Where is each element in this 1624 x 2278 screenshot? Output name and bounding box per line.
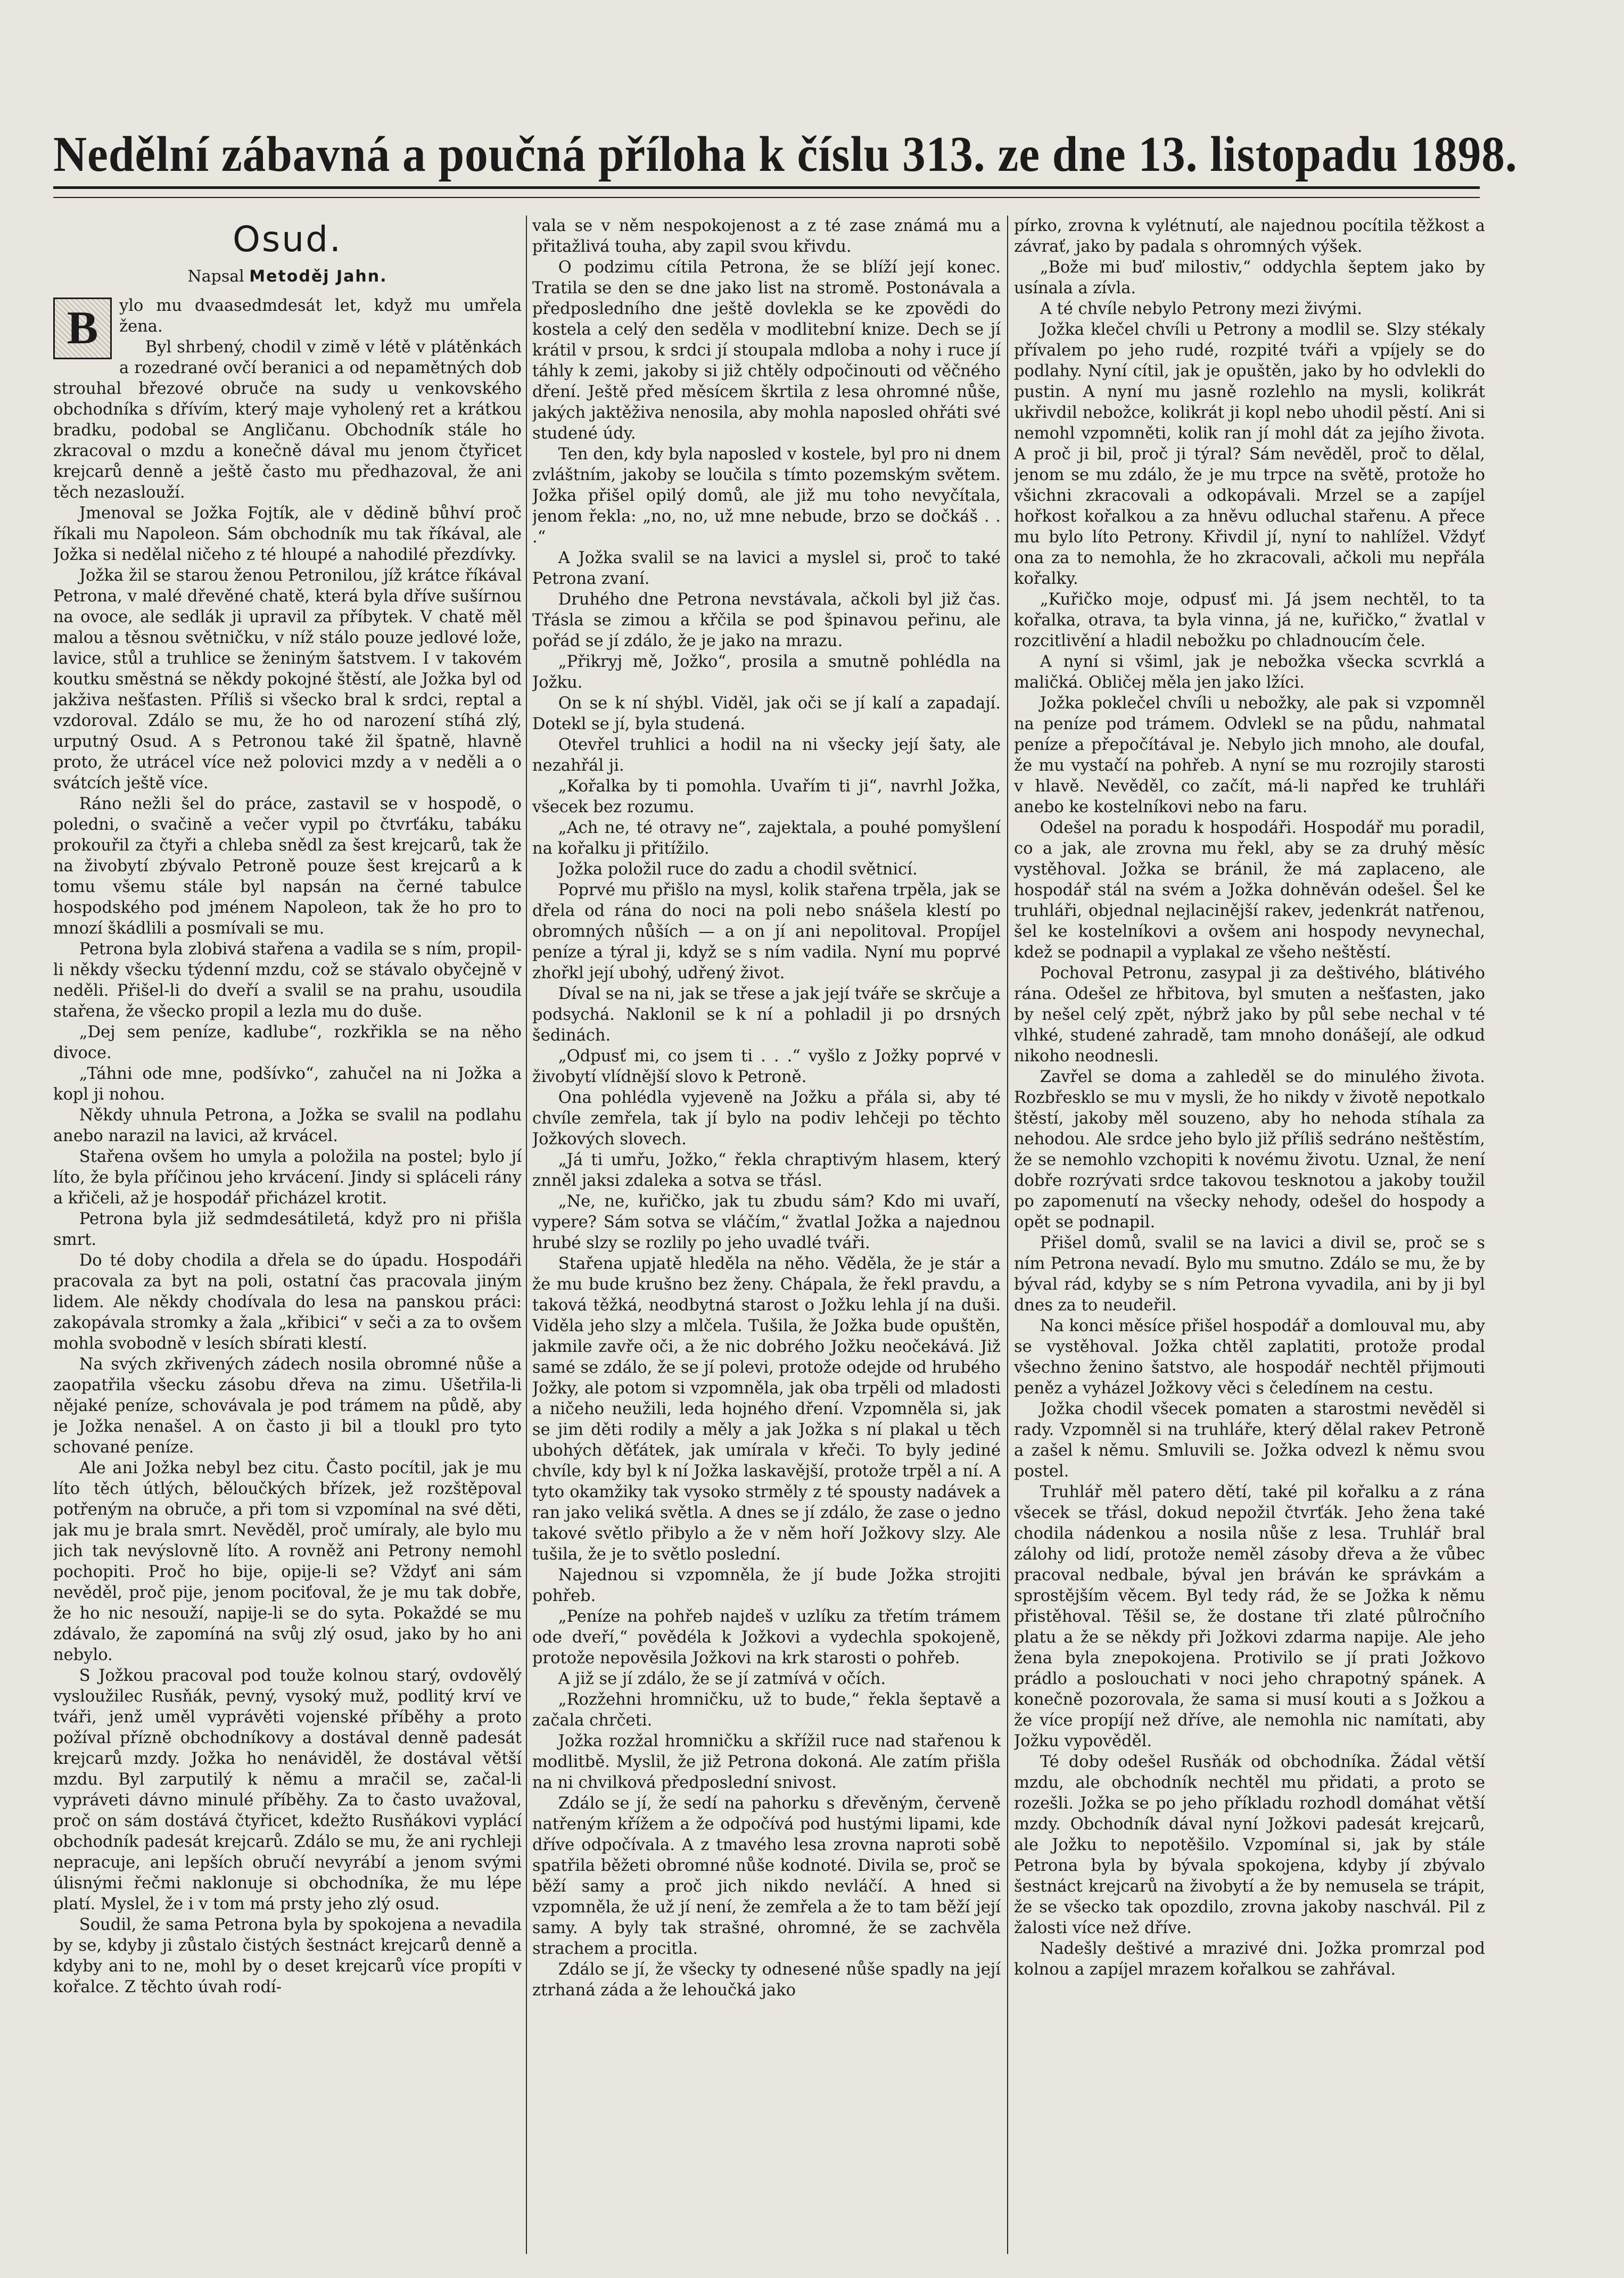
paragraph: Zdálo se jí, že všecky ty odnesené nůše spadly na její ztrhaná záda a že lehoučká jako — [532, 1960, 1001, 2000]
paragraph: Jmenoval se Jožka Fojtík, ale v dědině bůhví proč říkali mu Napoleon. Sám obchodník mu tak říkával, ale Jožka si nedělal ničeho z té hloupé a nahodilé přezdívky. — [53, 504, 522, 564]
paragraph: Stařena ovšem ho umyla a položila na postel; bylo jí líto, že byla příčinou jeho krvácení. Jindy si spláceli rány a křičeli, až je hospodář přicházel krotit. — [53, 1148, 522, 1208]
paragraph: „Přikryj mě, Jožko“, prosila a smutně pohlédla na Jožku. — [532, 653, 1001, 692]
paragraph: Ale ani Jožka nebyl bez citu. Často pocítil, jak je mu líto těch útlých, běloučkých břízek, jež rozštěpoval potřeným na obruče, a při tom si vzpomínal na své děti, jak mu je brala smrt. Nevěděl, proč umíraly, ale bylo mu jich tak nevýslovně líto. A rovněž ani Petrony nemohl pochopiti. Proč ho bije, opije-li se? Vždyť ani sám nevěděl, proč pije, jenom pociťoval, že je mu tak dobře, že ho nic nesouží, napije-li se do syta. Pokaždé se mu zdávalo, že zapomíná na svůj zlý osud, jako by ho ani nebylo. — [53, 1459, 522, 1664]
author-name: Metoděj Jahn. — [249, 267, 388, 286]
paragraph: Ona pohlédla vyjeveně na Jožku a přála si, aby té chvíle zemřela, tak jí bylo na podiv lehčeji po těchto Jožkových slovech. — [532, 1088, 1001, 1149]
paragraph: Zavřel se doma a zahleděl se do minulého života. Rozbřesklo se mu v mysli, že ho nikdy v životě nepotkalo štěstí, jakoby měl souzeno, aby ho nehoda stíhala za nehodou. Ale srdce jeho bylo již příliš sedráno neštěstím, že se nemohlo vzchopiti k novému životu. Uznal, že není dobře rozrývati srdce takovou tesknotou a jakoby toužil po zapomenutí na všecky nehody, odešel do hospody a opět se podnapil. — [1014, 1068, 1485, 1232]
paragraph: Petrona byla již sedmdesátiletá, když pro ni přišla smrt. — [53, 1210, 522, 1249]
story-title: Osud. — [232, 219, 343, 260]
paragraph: Poprvé mu přišlo na mysl, kolik stařena trpěla, jak se dřela od rána do noci na poli nebo snášela klestí po obromných nůších — a on jí ani nepolitoval. Propíjel peníze a týral ji, když se s ním vadila. Nyní mu poprvé zhořkl její ubohý, udřený život. — [532, 881, 1001, 983]
paragraph: Petrona byla zlobivá stařena a vadila se s ním, propil-li někdy všecku týdenní mzdu, což se stávalo obyčejně v neděli. Přišel-li do dveří a svalil se na prahu, usoudila stařena, že všecko propil a lezla mu do duše. — [53, 940, 522, 1021]
paragraph: Jožka žil se starou ženou Petronilou, jíž krátce říkával Petrona, v malé dřevěné chatě, která byla dříve sušírnou na ovoce, ale sedlák ji upravil za příbytek. V chatě měl malou a těsnou světničku, v níž stálo pouze jedlové lože, lavice, stůl a truhlice se ženiným šatstvem. I v takovém koutku směstná se někdy pokojné štěstí, ale Jožka byl od jakživa nešťasten. Příliš si všecko bral k srdci, reptal a vzdoroval. Zdálo se mu, že ho od narození stíhá zlý, urputný Osud. A s Petronou také žil špatně, hlavně proto, že utrácel více než polovici mzdy a v neděli a o svátcích ještě více. — [53, 566, 522, 793]
paragraph: Na svých zkřivených zádech nosila obromné nůše a zaopatřila všecku zásobu dřeva na zimu. Ušetřila-li nějaké peníze, schovávala je pod trámem na půdě, aby je Jožka nenašel. A on často ji bil a tloukl pro tyto schované peníze. — [53, 1355, 522, 1457]
paragraph: „Odpusť mi, co jsem ti . . .“ vyšlo z Jožky poprvé v živobytí vlídnější slovo k Petroně. — [532, 1047, 1001, 1086]
paragraph: vala se v něm nespokojenost a z té zase známá mu a přitažlivá touha, aby zapil svou křivdu. — [532, 217, 1001, 256]
paragraph: Ten den, kdy byla naposled v kostele, byl pro ni dnem zvláštním, jakoby se loučila s tímto pozemským světem. Jožka přišel opilý domů, ale již mu toho nevyčítala, jenom řekla: „no, no, už mne nebude, brzo se dočkáš . . .“ — [532, 445, 1001, 547]
paragraph: „Ach ne, té otravy ne“, zajektala, a pouhé pomyšlení na kořalku ji přitížilo. — [532, 819, 1001, 858]
byline-prefix: Napsal — [187, 267, 244, 286]
paragraph: Někdy uhnula Petrona, a Jožka se svalil na podlahu anebo narazil na lavici, až krvácel. — [53, 1106, 522, 1145]
paragraph: Té doby odešel Rusňák od obchodníka. Žádal větší mzdu, ale obchodník nechtěl mu přidati, a proto se rozešli. Jožka se po jeho příkladu rozhodl domáhat větší mzdy. Obchodník dával nyní Jožkovi padesát krejcarů, ale Jožku to nepotěšilo. Vzpomínal si, jak by stále Petrona byla by bývala spokojena, kdyby jí zbývalo šestnáct krejcarů na živobytí a že by nemusela se trápit, že se všecko tak opozdilo, zrovna jakoby naschvál. Pil z žalosti více než dříve. — [1014, 1753, 1485, 1937]
paragraph: Přišel domů, svalil se na lavici a divil se, proč se s ním Petrona nevadí. Bylo mu smutno. Zdálo se mu, že by býval rád, kdyby se s ním Petrona vyvadila, ani by ji byl dnes za to neudeřil. — [1014, 1234, 1485, 1315]
paragraph: Pochoval Petronu, zasypal ji za deštivého, blátivého rána. Odešel ze hřbitova, byl smuten a nešťasten, jako by nešel celý zpět, nýbrž jako by půl sebe nechal v té vlhké, studené zahradě, tam mnoho donášejí, ale odkud nikoho neodnesli. — [1014, 964, 1485, 1066]
paragraph: Na konci měsíce přišel hospodář a domlouval mu, aby se vystěhoval. Jožka chtěl zaplatiti, protože prodal všechno ženino šatstvo, ale hospodář nechtěl přijmouti peněz a vyházel Jožkovy věci s čeledínem na cestu. — [1014, 1317, 1485, 1398]
paragraph: Truhlář měl patero dětí, také pil kořalku a z rána všecek se třásl, dokud nepožil čtvrťák. Jeho žena také chodila nádenkou a nosila nůše z lesa. Truhlář bral zálohy od lidí, protože neměl zásoby dřeva a že vůbec pracoval nedbale, býval jen bráván ke správkám a sprostějším věcem. Byl tedy rád, že se Jožka k němu přistěhoval. Těšil se, že dostane tři zlaté půlročního platu a že se někdy při Jožkovi zdarma napije. Ale jeho žena byla znepokojena. Protivilo se jí prati Jožkovo prádlo a poslouchati v noci jeho chrapotný spánek. A konečně pozorovala, že sama si musí kouti a s Jožkou a že více propíjí než dříve, ale nemohla nic namítati, aby Jožku vypověděl. — [1014, 1483, 1485, 1751]
paragraph: Otevřel truhlici a hodil na ni všecky její šaty, ale nezahřál ji. — [532, 736, 1001, 775]
paragraph: Díval se na ni, jak se třese a jak její tváře se skrčuje a podsychá. Naklonil se k ní a pohladil ji po drsných šedinách. — [532, 985, 1001, 1045]
paragraph: „Dej sem peníze, kadlube“, rozkřikla se na něho divoce. — [53, 1023, 522, 1062]
column-1 — [53, 216, 522, 2254]
paragraph: Jožka položil ruce do zadu a chodil světnicí. — [558, 860, 918, 879]
paragraph: Jožka klečel chvíli u Petrony a modlil se. Slzy stékaly přívalem po jeho rudé, rozpité tváři a vpíjely se do podlahy. Nyní cítil, jak je opuštěn, jako by ho odvlekli do pustin. A nyní mu jasně rozlehlo na mysli, kolikrát ukřivdil nebožce, kolikrát ji kopl nebo uhodil pěstí. Ani si nemohl vzpomněti, kolik ran jí mohl dát za jejího života. A proč ji bil, proč ji týral? Sám nevěděl, proč to dělal, jenom se mu zdálo, že je mu trpce na světě, protože ho všichni zkracovali a odkopávali. Mrzel se a zapíjel hořkost kořalkou a za hněvu odluchal stařenu. A přece mu bylo líto Petrony. Křivdil jí, nyní to nahlížel. Vždyť ona za to nemohla, že ho zkracovali, ačkoli mu nepřála kořalky. — [1014, 320, 1485, 588]
paragraph: A té chvíle nebylo Petrony mezi živými. — [1040, 300, 1363, 318]
column-divider — [1007, 216, 1008, 2254]
paragraph: Ráno nežli šel do práce, zastavil se v hospodě, o poledni, o svačině a večer vypil po čtvrťáku, tabáku prokouřil za čtyři a chleba snědl za šest krejcarů, tak že na živobytí zbývalo Petroně pouze šest krejcarů a k tomu všemu stále byl napsán na černé tabulce hospodského pod jménem Napoleon, tak že ho pro to mnozí škádlili a posmívali se mu. — [53, 795, 522, 938]
paragraph: On se k ní shýbl. Viděl, jak oči se jí kalí a zapadají. Dotekl se jí, byla studená. — [532, 694, 1001, 733]
paragraph: Jožka poklečel chvíli u nebožky, ale pak si vzpomněl na peníze pod trámem. Odvlekl se na půdu, nahmatal peníze a přepočítával je. Nebylo jich mnoho, ale doufal, že mu vystačí na pohřeb. A nyní se mu rozrojily starosti v hlavě. Nevěděl, co začít, má-li napřed ke truhláři anebo ke kostelníkovi nebo na faru. — [1014, 694, 1485, 816]
paragraph: „Táhni ode mne, podšívko“, zahučel na ni Jožka a kopl ji nohou. — [53, 1064, 522, 1104]
paragraph: Soudil, že sama Petrona byla by spokojena a nevadila by se, kdyby ji zůstalo čistých šestnáct krejcarů denně a kdyby ani to ne, mohl by o deset krejcarů více propíti v kořalce. Z těchto úvah rodí- — [53, 1916, 522, 1996]
paragraph: „Kořalka by ti pomohla. Uvařím ti ji“, navrhl Jožka, všecek bez rozumu. — [532, 777, 1001, 816]
paragraph: „Kuřičko moje, odpusť mi. Já jsem nechtěl, to ta kořalka, otrava, ta byla vinna, já ne, kuřičko,“ žvatlal v rozcitlivění a hladil nebožku po chladnoucím čele. — [1014, 590, 1485, 650]
paragraph: „Ne, ne, kuřičko, jak tu zbudu sám? Kdo mi uvaří, vypere? Sám sotva se vláčím,“ žvatlal Jožka a najednou hrubé slzy se rozlily po jeho uvadlé tváři. — [532, 1192, 1001, 1252]
byline — [53, 266, 522, 288]
column-2 — [532, 216, 1001, 2254]
paragraph: S Jožkou pracoval pod touže kolnou starý, ovdovělý vysloužilec Rusňák, pevný, vysoký muž, podlitý krví ve tváři, jenž uměl vyprávěti vojenské příběhy a proto požíval přízně obchodníkovy a dostával denně padesát krejcarů mzdy. Jožka ho nenáviděl, že dostával větší mzdu. Byl zarputilý k němu a mračil se, začal-li vypráveti dávno minulé příběhy. Za to často uvažoval, proč on sám dostává čtyřicet, kdežto Rusňákovi vyplácí obchodník padesát krejcarů. Zdálo se mu, že ani rychleji nepracuje, ani lepších obručí nevyrábí a jenom svými úlisnými řečmi naklonuje si obchodníka, že mu lépe platí. Myslel, že i v tom má prsty jeho zlý osud. — [53, 1666, 522, 1913]
paragraph: Zdálo se jí, že sedí na pahorku s dřevěným, červeně natřeným křížem a že odpočívá pod hustými lipami, kde dříve odpočívala. A z tmavého lesa zrovna naproti sobě spatřila běžeti obromné nůše kodnoté. Divila se, proč se běží samy a proč jich nikdo nevláčí. A hned si vzpomněla, že už jí není, že zemřela a že to tam běží její samy. A byly tak strašné, ohromné, že se zachvěla strachem a procitla. — [532, 1794, 1001, 1958]
paragraph: „Rozžehni hromničku, už to bude,“ řekla šeptavě a začala chrčeti. — [532, 1690, 1001, 1730]
paragraph: Jožka rozžal hromničku a skřížil ruce nad stařenou k modlitbě. Myslil, že již Petrona dokoná. Ale zatím přišla na ni chvilková předposlední snivost. — [532, 1732, 1001, 1792]
paragraph: Do té doby chodila a dřela se do úpadu. Hospodáři pracovala za byt na poli, ostatní čas pracovala jiným lidem. Ale někdy chodívala do lesa na panskou práci: zakopávala stromky a žala „křibici“ v seči a za to ovšem mohla svobodně v lesích sbírati klestí. — [53, 1251, 522, 1353]
paragraph: ylo mu dvaasedmdesát let, když mu umřela žena. — [119, 296, 522, 336]
paragraph: Najednou si vzpomněla, že jí bude Jožka strojiti pohřeb. — [532, 1566, 1001, 1605]
paragraph: Druhého dne Petrona nevstávala, ačkoli byl již čas. Třásla se zimou a křčila se pod špinavou peřinu, ale pořád se jí zdálo, že je jako na mrazu. — [532, 590, 1001, 650]
paragraph: Jožka chodil všecek pomaten a starostmi nevěděl si rady. Vzpomněl si na truhláře, který dělal rakev Petroně a zašel k němu. Smluvili se. Jožka odvezl k němu svou postel. — [1014, 1400, 1485, 1481]
masthead-rule-thin — [53, 197, 1480, 198]
column-3 — [1014, 216, 1485, 2254]
paragraph: Odešel na poradu k hospodáři. Hospodář mu poradil, co a jak, ale zrovna mu řekl, aby se za druhý měsíc vystěhoval. Jožka se bránil, že má zaplaceno, ale hospodář stál na svém a Jožka dohněván odešel. Šel ke truhláři, objednal nejlacinější rakev, jedenkrát natřenou, šel ke kostelníkovi a ovšem ani hospody nevynechal, kdež se podnapil a vyplakal ze všeho neštěstí. — [1014, 819, 1485, 962]
column-divider — [526, 216, 527, 2254]
paragraph: Stařena upjatě hleděla na něho. Věděla, že je stár a že mu bude krušno bez ženy. Chápala, že řekl pravdu, a taková těžká, neodbytná starost o Jožku lehla jí na duši. Viděla jeho slzy a mlčela. Tušila, že Jožka bude opuštěn, jakmile zavře oči, a že nic dobrého Jožku neočekává. Již samé se zdálo, že se jí polevi, protože odejde od hrubého Jožky, ale potom si vzpomněla, jak oba trpěli od mladosti a ničeho neužili, leda hojného dření. Vzpomněla si, jak se jim děti rodily a měly a jak Jožka s ní plakal u těch ubohých děťátek, jak umírala v křeči. To byly jediné chvíle, kdy byl k ní Jožka laskavější, protože trpěl a ní. A tyto okamžiky tak vysoko strměly z té spousty nadávek a ran jako veliká světla. A dnes se jí zdálo, že zase o jedno takové světlo přibylo a že v něm hoří Jožkovy slzy. Ale tušila, že je to světlo poslední. — [532, 1254, 1001, 1564]
paragraph: Nadešly deštivé a mrazivé dni. Jožka promrzal pod kolnou a zapíjel mrazem kořalkou se zahřával. — [1014, 1939, 1485, 1979]
paragraph: pírko, zrovna k vylétnutí, ale najednou pocítila těžkost a závrať, jako by padala s ohromných výšek. — [1014, 217, 1485, 256]
paragraph: „Já ti umřu, Jožko,“ řekla chraptivým hlasem, který znněl jaksi zdaleka a sotva se třásl. — [532, 1151, 1001, 1190]
paragraph: O podzimu cítila Petrona, že se blíží její konec. Tratila se den se dne jako list na stromě. Postonávala a předposledního dne ještě dovlekla se ke zpovědi do kostela a celý den seděla v modlitební knize. Dech se jí krátil v prsou, k srdci jí stoupala mdloba a nohy i ruce jí táhly k zemi, jakoby si již chtěly odpočinouti od věčného dření. Ještě před měsícem škrtila z lesa ohromné nůše, jakých jaktěživa nenosila, aby mohla naposled ohřáti své studené údy. — [532, 258, 1001, 443]
masthead-rule — [53, 186, 1480, 189]
paragraph: „Peníze na pohřeb najdeš v uzlíku za třetím trámem ode dveří,“ povědéla k Jožkovi a vydechla spokojeně, protože nepověsila Jožkovi na krk starosti o pohřeb. — [532, 1607, 1001, 1668]
paragraph: A Jožka svalil se na lavici a myslel si, proč to také Petrona zvaní. — [532, 549, 1001, 588]
masthead: Nedělní zábavná a poučná příloha k číslu 313. ze dne 13. listopadu 1898. — [53, 127, 1518, 182]
paragraph: A již se jí zdálo, že se jí zatmívá v očích. — [558, 1670, 886, 1688]
paragraph: Byl shrbený, chodil v zimě v létě v plátěnkách a rozedrané ovčí beranici a od nepamětných dob strouhal březové obruče na sudy u venkovského obchodníka s dřívím, který maje vyholený ret a krátkou bradku, podobal se Angličanu. Obchodník stále ho zkracoval o mzdu a konečně dával mu jenom čtyřicet krejcarů denně a ještě často mu předhazoval, že ani těch nezaslouží. — [53, 338, 522, 502]
paragraph: „Bože mi buď milostiv,“ oddychla šeptem jako by usínala a zívla. — [1014, 258, 1485, 298]
paragraph: A nyní si všiml, jak je nebožka všecka scvrklá a maličká. Obličej měla jen jako lžíci. — [1014, 653, 1485, 692]
drop-cap: B — [53, 298, 112, 359]
